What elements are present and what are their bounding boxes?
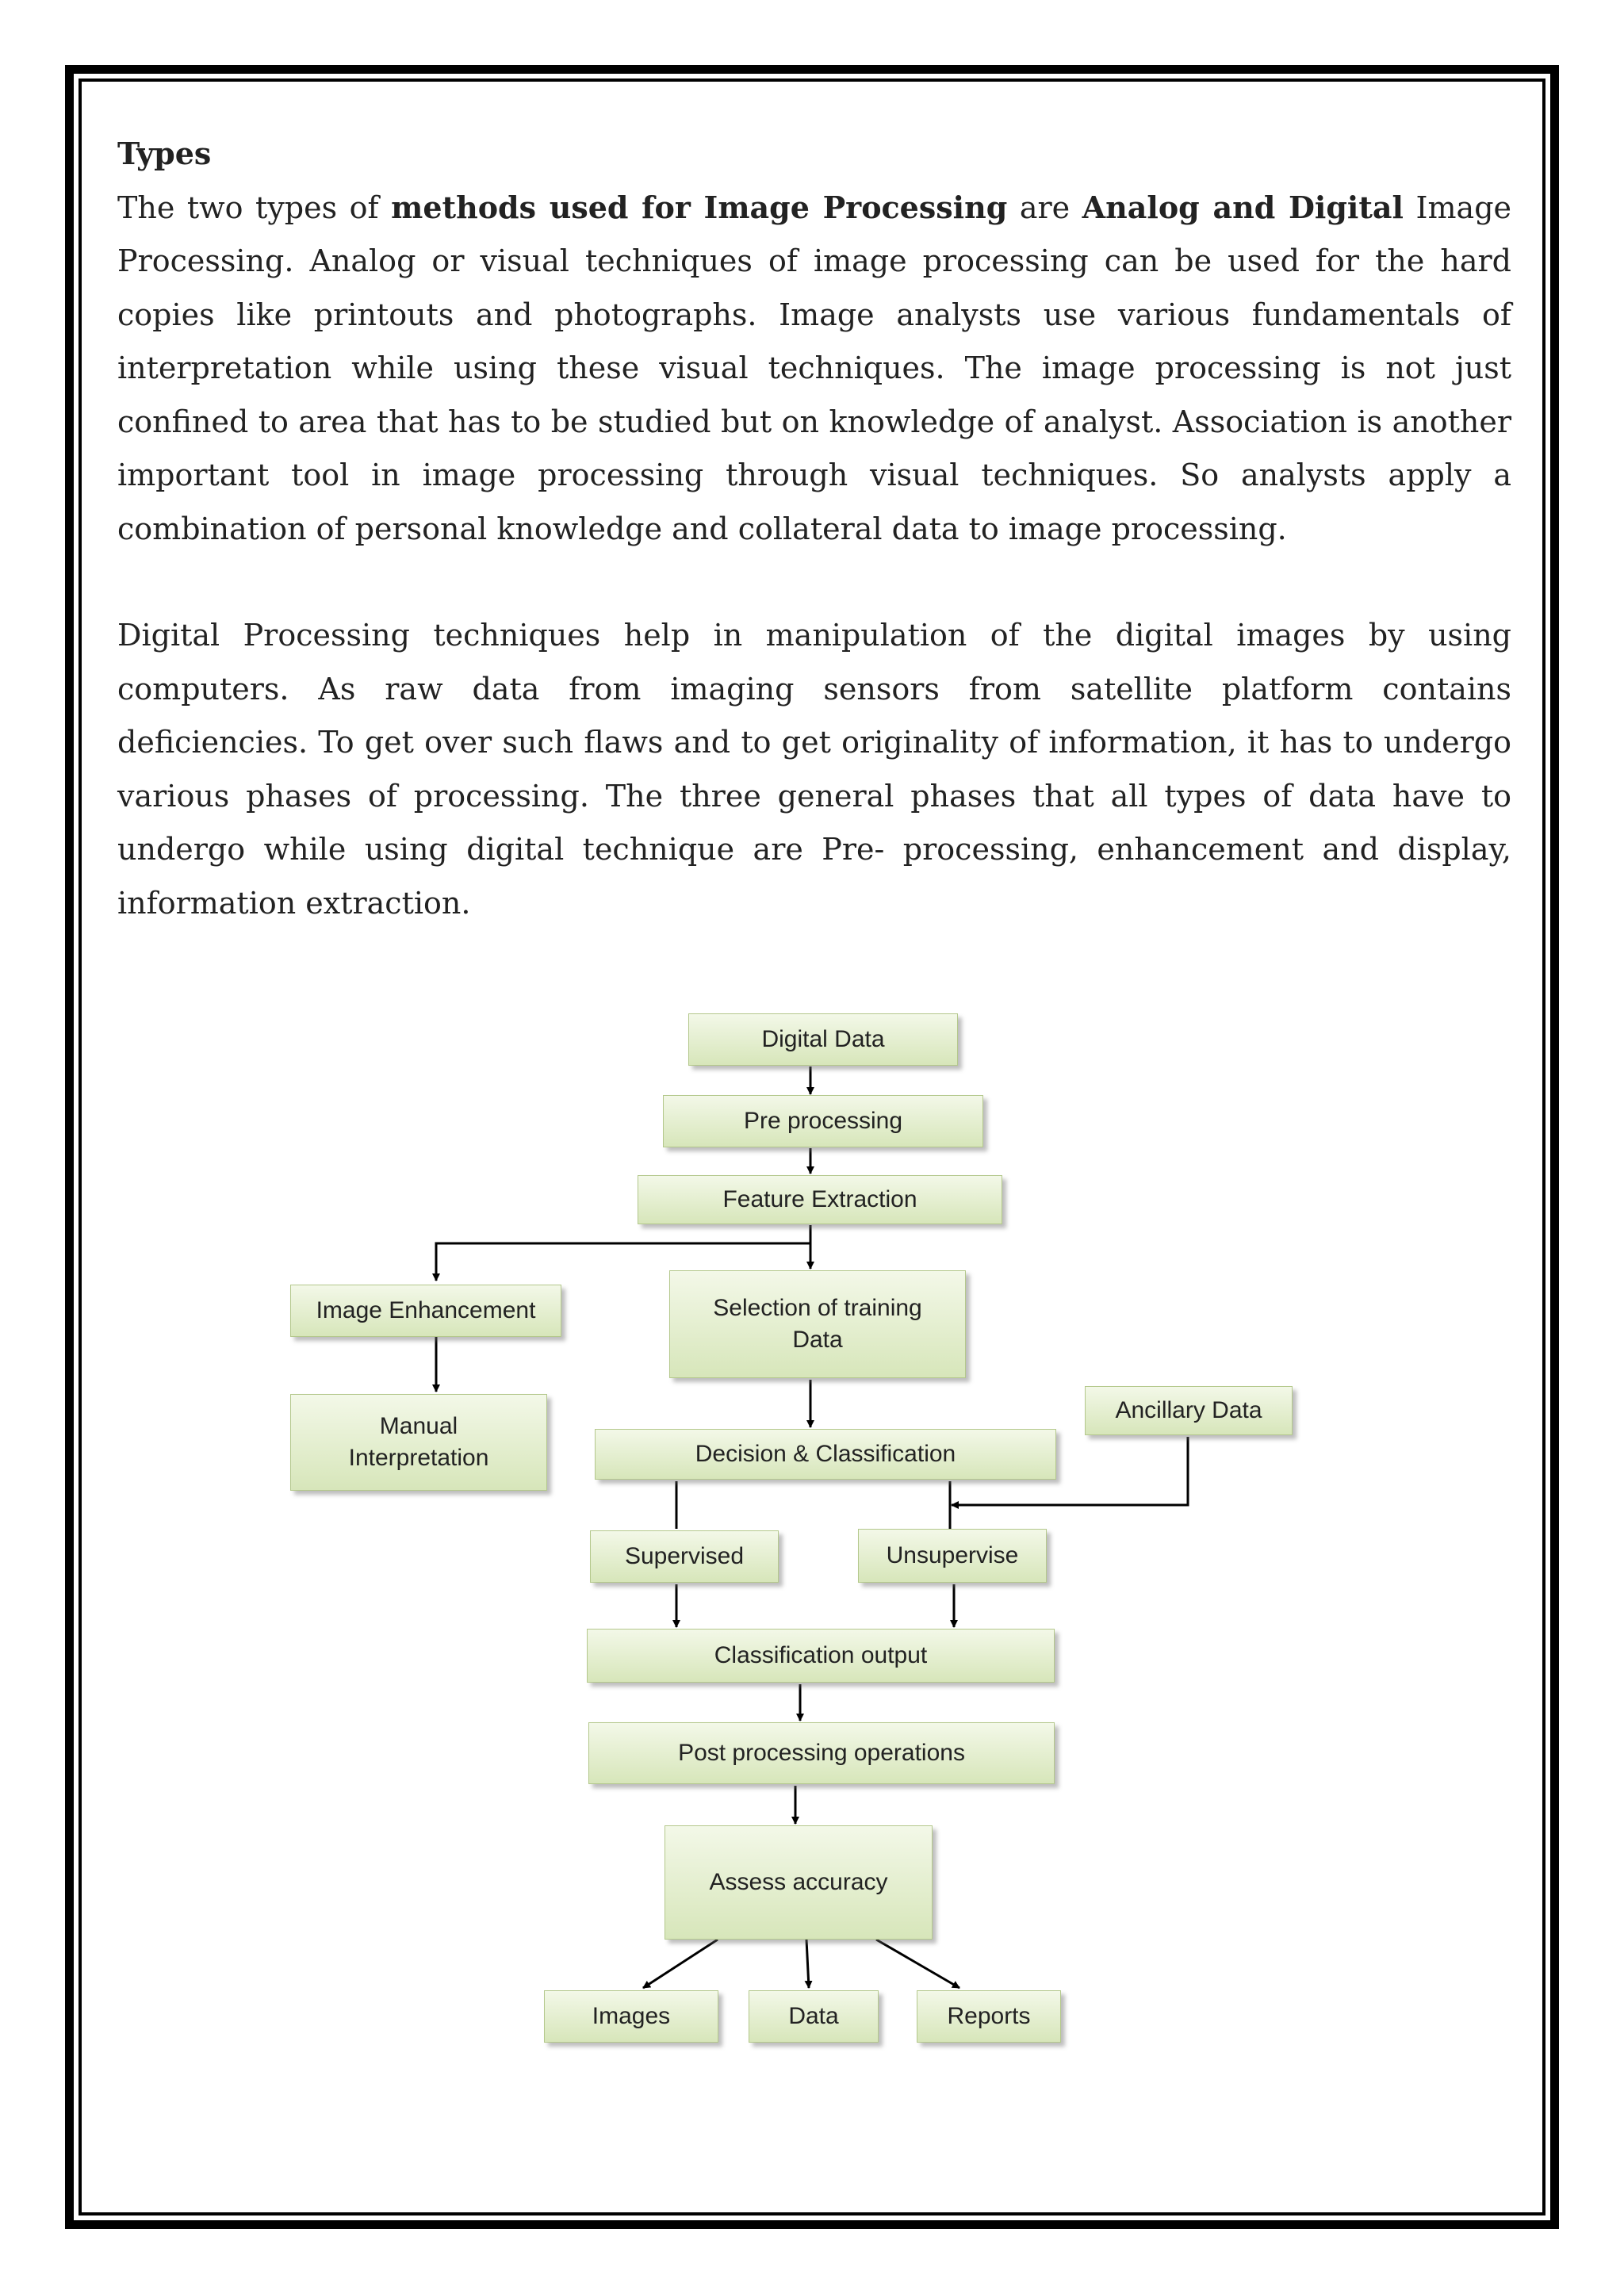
arrow-assess-to-data bbox=[806, 1940, 809, 1988]
box-assess-accuracy: Assess accuracy bbox=[665, 1825, 933, 1940]
paragraph-digital: Digital Processing techniques help in manipulation of the digital images by using computers. As raw data from imaging sensors from satellite platform contains deficiencies. To get over such flaws and to get originality of information, it has to undergo various phases of processing. The three general phases that all types of data have to undergo while using digital technique are Pre- processing, enhancement and display, information extraction. bbox=[117, 618, 1511, 921]
box-unsupervise: Unsupervise bbox=[858, 1529, 1047, 1583]
p1-bold-analog-digital: Analog and Digital bbox=[1082, 189, 1404, 225]
box-digital-data: Digital Data bbox=[688, 1013, 958, 1066]
box-feature-extraction: Feature Extraction bbox=[638, 1175, 1002, 1224]
box-post-processing: Post processing operations bbox=[588, 1722, 1055, 1784]
box-data: Data bbox=[749, 1990, 879, 2043]
box-image-enhancement: Image Enhancement bbox=[290, 1285, 561, 1337]
p1-text-3: Image Processing. Analog or visual techniques of image processing can be used for the hard copies like printouts and photographs. Image analysts use various fundamentals of interpretation while using these visual techniques. The image processing is not just confined to area that has to be studied but on knowledge of analyst. Association is another important tool in image processing through visual techniques. So analysts apply a combination of personal knowledge and collateral data to image processing. bbox=[117, 190, 1512, 546]
arrow-assess-to-images bbox=[643, 1940, 718, 1988]
box-classification-output: Classification output bbox=[587, 1629, 1055, 1683]
box-reports: Reports bbox=[917, 1990, 1061, 2043]
p1-bold-methods: methods used for Image Processing bbox=[391, 189, 1008, 225]
box-decision-classification: Decision & Classification bbox=[595, 1429, 1056, 1480]
arrow-assess-to-reports bbox=[876, 1940, 959, 1988]
box-ancillary-data: Ancillary Data bbox=[1085, 1386, 1293, 1435]
box-images: Images bbox=[544, 1990, 718, 2043]
section-heading: Types bbox=[117, 136, 212, 171]
p1-text-1: The two types of bbox=[117, 190, 392, 225]
box-supervised: Supervised bbox=[590, 1530, 779, 1583]
box-selection-training-data: Selection of training Data bbox=[669, 1270, 966, 1378]
box-manual-interpretation: Manual Interpretation bbox=[290, 1394, 547, 1491]
box-pre-processing: Pre processing bbox=[663, 1095, 983, 1147]
p1-text-2: are bbox=[1007, 190, 1082, 225]
